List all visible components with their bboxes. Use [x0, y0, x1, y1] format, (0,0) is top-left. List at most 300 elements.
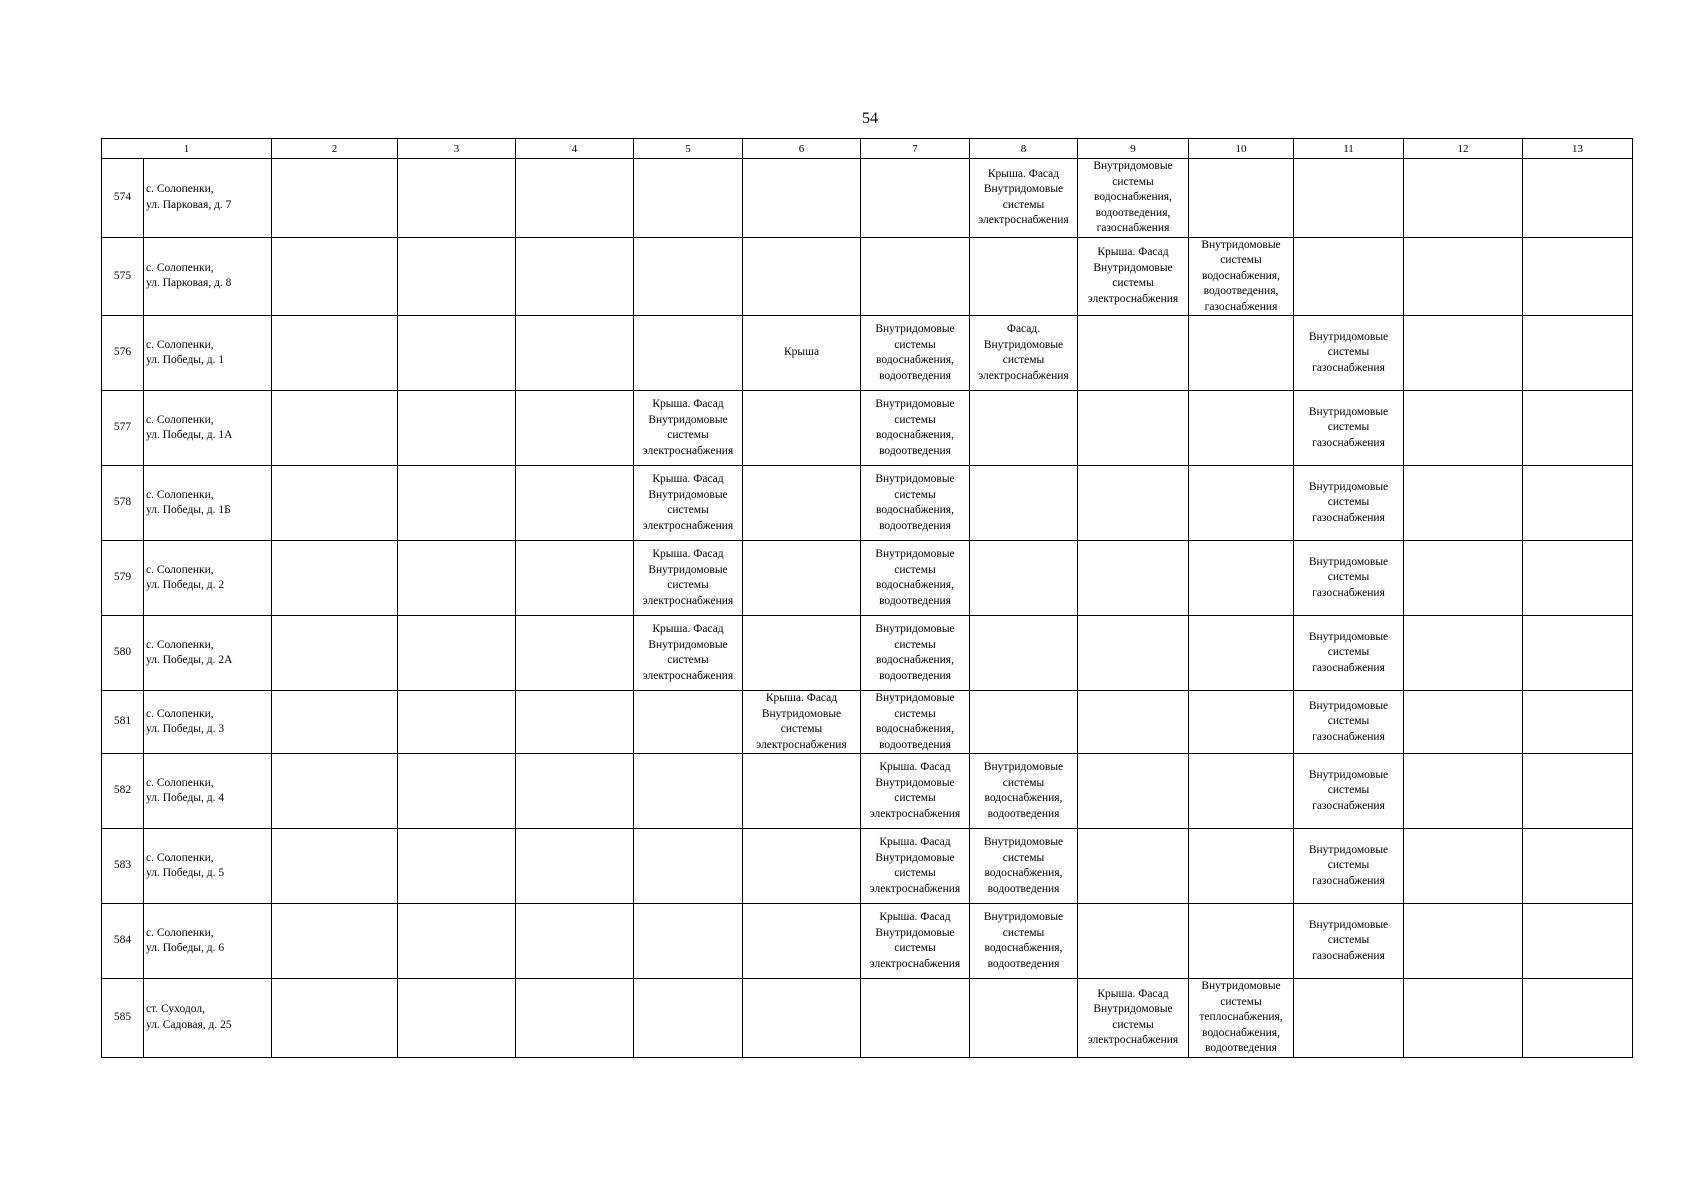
- work-type-line: Внутридомовые: [983, 183, 1064, 196]
- cell-col-7: [861, 391, 970, 466]
- cell-col-10: [1189, 466, 1294, 541]
- work-type-line: системы: [1112, 1018, 1154, 1031]
- row-number: 579: [102, 541, 144, 616]
- cell-col-2: [272, 829, 398, 904]
- cell-col-3: [398, 904, 516, 979]
- cell-col-2: [272, 541, 398, 616]
- cell-col-11: [1294, 979, 1404, 1058]
- work-type-line: электроснабжения: [642, 669, 734, 682]
- cell-col-11: [1294, 541, 1404, 616]
- work-type-line: Крыша. Фасад: [1097, 987, 1169, 1000]
- column-header: 7: [861, 139, 970, 159]
- row-number: 580: [102, 616, 144, 691]
- cell-col-8: [970, 466, 1078, 541]
- work-type-line: газоснабжения: [1312, 586, 1385, 599]
- cell-col-6: [743, 979, 861, 1058]
- cell-col-13: [1523, 466, 1633, 541]
- work-type-line: электроснабжения: [642, 519, 734, 532]
- work-type-line: системы: [1002, 776, 1045, 789]
- cell-col-9: [1078, 541, 1189, 616]
- cell-col-4: [516, 466, 634, 541]
- work-type-line: Внутридомовые: [983, 911, 1064, 923]
- address-cell: [144, 237, 272, 316]
- cell-col-6: [743, 754, 861, 829]
- table-row: [102, 691, 1633, 754]
- address-cell: [144, 616, 272, 691]
- work-type-line: Крыша. Фасад: [879, 836, 951, 848]
- cell-col-8: [970, 541, 1078, 616]
- cell-col-13: [1523, 391, 1633, 466]
- cell-col-7: [861, 159, 970, 238]
- work-type-line: водоснабжения,: [984, 792, 1063, 804]
- address-cell: [144, 541, 272, 616]
- work-type-line: электроснабжения: [642, 444, 734, 457]
- cell-col-13: [1523, 979, 1633, 1058]
- work-type-line: водоснабжения,: [1202, 1026, 1280, 1039]
- work-type-line: системы: [780, 723, 823, 735]
- work-type-line: газоснабжения: [1312, 511, 1385, 524]
- cell-col-11: [1294, 159, 1404, 238]
- work-type-line: водоснабжения,: [876, 723, 954, 735]
- cell-col-2: [272, 391, 398, 466]
- work-type-line: Внутридомовые: [1093, 261, 1173, 274]
- work-type-line: водоотведения: [987, 807, 1060, 820]
- cell-col-4: [516, 691, 634, 754]
- work-type-line: системы: [894, 413, 936, 426]
- cell-col-6: [743, 316, 861, 391]
- work-type-line: системы: [1327, 715, 1370, 728]
- column-header: 12: [1404, 139, 1523, 159]
- cell-col-13: [1523, 237, 1633, 316]
- cell-col-8: [970, 829, 1078, 904]
- table-row: [102, 904, 1633, 979]
- work-type-line: водоотведения: [879, 669, 951, 682]
- work-type-line: Внутридомовые: [648, 563, 728, 576]
- work-type-line: водоснабжения,: [984, 942, 1063, 954]
- column-header: 11: [1294, 139, 1404, 159]
- cell-col-5: [634, 541, 743, 616]
- table-row: [102, 829, 1633, 904]
- cell-col-8: [970, 979, 1078, 1058]
- cell-col-4: [516, 541, 634, 616]
- work-type-line: электроснабжения: [978, 214, 1069, 227]
- address-line: с. Солопенки,: [146, 926, 214, 939]
- work-type-line: системы: [894, 792, 936, 804]
- work-type-line: Внутридомовые: [983, 836, 1064, 848]
- row-number: 574: [102, 159, 144, 238]
- table-row: [102, 979, 1633, 1058]
- work-type-line: водоснабжения,: [876, 504, 954, 516]
- cell-col-13: [1523, 754, 1633, 829]
- table-row: [102, 616, 1633, 691]
- cell-col-3: [398, 237, 516, 316]
- column-header: 4: [516, 139, 634, 159]
- work-type-line: водоснабжения,: [876, 429, 954, 441]
- cell-col-8: [970, 691, 1078, 754]
- row-number: 577: [102, 391, 144, 466]
- cell-col-6: [743, 237, 861, 316]
- work-type-line: Внутридомовые: [875, 548, 955, 560]
- cell-col-8: [970, 616, 1078, 691]
- cell-col-10: [1189, 829, 1294, 904]
- cell-col-9: [1078, 391, 1189, 466]
- cell-col-5: [634, 466, 743, 541]
- cell-col-9: [1078, 691, 1189, 754]
- column-header: 2: [272, 139, 398, 159]
- cell-col-10: [1189, 316, 1294, 391]
- work-type-line: Внутридомовые: [648, 488, 728, 501]
- cell-col-11: [1294, 691, 1404, 754]
- work-type-line: электроснабжения: [642, 594, 734, 607]
- cell-col-8: [970, 237, 1078, 316]
- cell-col-8: [970, 904, 1078, 979]
- address-cell: [144, 829, 272, 904]
- cell-col-3: [398, 159, 516, 238]
- work-type-line: Внутридомовые: [648, 413, 728, 426]
- address-cell: [144, 904, 272, 979]
- cell-col-2: [272, 904, 398, 979]
- cell-col-9: [1078, 616, 1189, 691]
- row-number: 581: [102, 691, 144, 754]
- address-cell: [144, 754, 272, 829]
- column-header: 1: [102, 139, 272, 159]
- cell-col-7: [861, 691, 970, 754]
- cell-col-12: [1404, 159, 1523, 238]
- work-type-line: водоотведения: [879, 444, 951, 457]
- cell-col-3: [398, 829, 516, 904]
- work-type-line: системы: [1002, 198, 1045, 211]
- work-type-line: водоснабжения,: [876, 354, 954, 366]
- work-type-line: системы: [1002, 851, 1045, 864]
- work-type-line: Внутридомовые: [875, 692, 955, 704]
- work-type-line: Внутридомовые: [1308, 480, 1389, 493]
- address-line: ул. Победы, д. 4: [146, 792, 225, 804]
- cell-col-4: [516, 391, 634, 466]
- work-type-line: Внутридомовые: [875, 323, 955, 335]
- cell-col-8: [970, 754, 1078, 829]
- column-header: 9: [1078, 139, 1189, 159]
- cell-col-12: [1404, 616, 1523, 691]
- work-type-line: Крыша. Фасад: [1097, 246, 1169, 259]
- cell-col-5: [634, 829, 743, 904]
- address-line: ст. Суходол,: [146, 1003, 205, 1016]
- cell-col-7: [861, 979, 970, 1058]
- cell-col-2: [272, 159, 398, 238]
- cell-col-7: [861, 541, 970, 616]
- table-row: [102, 754, 1633, 829]
- cell-col-6: [743, 616, 861, 691]
- work-type-line: системы: [1220, 995, 1262, 1008]
- work-type-line: водоотведения: [879, 594, 951, 607]
- column-header: 5: [634, 139, 743, 159]
- cell-col-4: [516, 754, 634, 829]
- cell-col-11: [1294, 391, 1404, 466]
- cell-col-7: [861, 754, 970, 829]
- cell-col-3: [398, 754, 516, 829]
- work-type-line: Крыша: [783, 346, 820, 359]
- row-number: 582: [102, 754, 144, 829]
- address-line: с. Солопенки,: [146, 261, 214, 274]
- work-type-line: системы: [1327, 784, 1370, 797]
- cell-col-6: [743, 691, 861, 754]
- address-line: ул. Парковая, д. 7: [146, 198, 232, 211]
- work-type-line: Крыша. Фасад: [652, 548, 724, 560]
- work-type-line: Внутридомовые: [875, 926, 955, 939]
- page-number: 54: [862, 110, 878, 127]
- cell-col-7: [861, 466, 970, 541]
- cell-col-6: [743, 159, 861, 238]
- work-type-line: системы: [1327, 421, 1370, 434]
- cell-col-4: [516, 159, 634, 238]
- address-line: с. Солопенки,: [146, 338, 214, 351]
- work-type-line: Внутридомовые: [875, 851, 955, 864]
- cell-col-10: [1189, 159, 1294, 238]
- repair-schedule-table: [101, 138, 1633, 1058]
- row-number: 585: [102, 979, 144, 1058]
- work-type-line: Внутридомовые: [1308, 555, 1389, 568]
- column-header: 3: [398, 139, 516, 159]
- table-row: [102, 391, 1633, 466]
- work-type-line: Внутридомовые: [1308, 630, 1389, 643]
- cell-col-10: [1189, 904, 1294, 979]
- work-type-line: системы: [894, 638, 936, 651]
- work-type-line: системы: [667, 579, 709, 591]
- work-type-line: Внутридомовые: [983, 338, 1064, 351]
- cell-col-2: [272, 616, 398, 691]
- cell-col-9: [1078, 904, 1189, 979]
- cell-col-9: [1078, 316, 1189, 391]
- cell-col-2: [272, 754, 398, 829]
- row-number: 578: [102, 466, 144, 541]
- cell-col-5: [634, 616, 743, 691]
- work-type-line: системы: [667, 504, 709, 516]
- work-type-line: Внутридомовые: [875, 473, 955, 485]
- work-type-line: Крыша. Фасад: [987, 167, 1060, 180]
- work-type-line: Внутридомовые: [1308, 768, 1389, 781]
- address-line: с. Солопенки,: [146, 413, 214, 426]
- work-type-line: Внутридомовые: [1093, 1003, 1173, 1016]
- work-type-line: газоснабжения: [1204, 300, 1278, 313]
- cell-col-3: [398, 691, 516, 754]
- row-number: 583: [102, 829, 144, 904]
- work-type-line: Фасад.: [1006, 323, 1041, 335]
- address-line: с. Солопенки,: [146, 851, 214, 864]
- row-number: 575: [102, 237, 144, 316]
- work-type-line: системы: [894, 707, 936, 720]
- cell-col-12: [1404, 237, 1523, 316]
- address-line: с. Солопенки,: [146, 563, 214, 576]
- cell-col-7: [861, 829, 970, 904]
- work-type-line: Крыша. Фасад: [765, 692, 838, 704]
- cell-col-10: [1189, 237, 1294, 316]
- work-type-line: системы: [1112, 175, 1154, 188]
- cell-col-13: [1523, 316, 1633, 391]
- cell-col-13: [1523, 904, 1633, 979]
- cell-col-9: [1078, 829, 1189, 904]
- cell-col-12: [1404, 466, 1523, 541]
- work-type-line: системы: [1327, 646, 1370, 659]
- work-type-line: газоснабжения: [1312, 661, 1385, 674]
- address-line: ул. Победы, д. 6: [146, 942, 225, 954]
- cell-col-11: [1294, 316, 1404, 391]
- cell-col-8: [970, 391, 1078, 466]
- work-type-line: системы: [1327, 859, 1370, 872]
- cell-col-2: [272, 691, 398, 754]
- address-line: с. Солопенки,: [146, 488, 214, 501]
- cell-col-3: [398, 466, 516, 541]
- cell-col-6: [743, 466, 861, 541]
- work-type-line: водоснабжения,: [984, 867, 1063, 879]
- cell-col-12: [1404, 754, 1523, 829]
- work-type-line: системы: [1220, 254, 1262, 266]
- work-type-line: системы: [894, 867, 936, 879]
- cell-col-12: [1404, 316, 1523, 391]
- cell-col-7: [861, 316, 970, 391]
- cell-col-9: [1078, 754, 1189, 829]
- cell-col-5: [634, 316, 743, 391]
- column-number-row: [102, 139, 1633, 159]
- cell-col-5: [634, 237, 743, 316]
- cell-col-5: [634, 391, 743, 466]
- work-type-line: системы: [1327, 934, 1370, 947]
- cell-col-3: [398, 316, 516, 391]
- address-cell: [144, 691, 272, 754]
- work-type-line: Внутридомовые: [1308, 699, 1389, 712]
- work-type-line: системы: [894, 488, 936, 501]
- cell-col-11: [1294, 466, 1404, 541]
- work-type-line: системы: [667, 654, 709, 666]
- row-number: 584: [102, 904, 144, 979]
- table-row: [102, 466, 1633, 541]
- cell-col-8: [970, 159, 1078, 238]
- cell-col-3: [398, 979, 516, 1058]
- work-type-line: Крыша. Фасад: [652, 473, 724, 485]
- address-line: ул. Садовая, д. 25: [146, 1018, 232, 1031]
- cell-col-2: [272, 466, 398, 541]
- cell-col-5: [634, 904, 743, 979]
- column-header: 13: [1523, 139, 1633, 159]
- work-type-line: системы: [894, 942, 936, 954]
- work-type-line: газоснабжения: [1312, 730, 1385, 743]
- work-type-line: системы: [1002, 354, 1045, 366]
- cell-col-2: [272, 237, 398, 316]
- cell-col-4: [516, 904, 634, 979]
- table-row: [102, 237, 1633, 316]
- work-type-line: Внутридомовые: [1093, 160, 1173, 172]
- work-type-line: водоснабжения,: [876, 654, 954, 666]
- work-type-line: системы: [1327, 571, 1370, 584]
- address-line: ул. Парковая, д. 8: [146, 277, 232, 290]
- cell-col-5: [634, 691, 743, 754]
- cell-col-12: [1404, 391, 1523, 466]
- cell-col-2: [272, 316, 398, 391]
- cell-col-11: [1294, 754, 1404, 829]
- work-type-line: Внутридомовые: [875, 398, 955, 410]
- work-type-line: водоотведения: [879, 369, 951, 382]
- cell-col-8: [970, 316, 1078, 391]
- cell-col-10: [1189, 616, 1294, 691]
- work-type-line: Внутридомовые: [983, 761, 1064, 773]
- work-type-line: электроснабжения: [1087, 292, 1179, 305]
- address-cell: [144, 316, 272, 391]
- cell-col-5: [634, 754, 743, 829]
- cell-col-9: [1078, 979, 1189, 1058]
- work-type-line: системы: [1112, 277, 1154, 290]
- row-number: 576: [102, 316, 144, 391]
- work-type-line: Крыша. Фасад: [879, 911, 951, 923]
- work-type-line: Внутридомовые: [875, 623, 955, 635]
- work-type-line: Внутридомовые: [761, 707, 842, 720]
- work-type-line: электроснабжения: [1087, 1034, 1179, 1047]
- cell-col-13: [1523, 616, 1633, 691]
- work-type-line: Внутридомовые: [1308, 918, 1389, 931]
- work-type-line: системы: [667, 429, 709, 441]
- work-type-line: водоотведения,: [1095, 206, 1171, 219]
- work-type-line: водоотведения: [987, 882, 1060, 895]
- work-type-line: водоснабжения,: [1202, 269, 1280, 282]
- cell-col-11: [1294, 616, 1404, 691]
- table-row: [102, 541, 1633, 616]
- cell-col-11: [1294, 829, 1404, 904]
- address-line: ул. Победы, д. 1: [146, 354, 225, 366]
- work-type-line: системы: [1327, 496, 1370, 509]
- work-type-line: электроснабжения: [978, 369, 1069, 382]
- cell-col-10: [1189, 391, 1294, 466]
- cell-col-6: [743, 541, 861, 616]
- work-type-line: Крыша. Фасад: [652, 398, 724, 410]
- address-cell: [144, 159, 272, 238]
- cell-col-10: [1189, 541, 1294, 616]
- work-type-line: водоотведения: [879, 738, 951, 751]
- work-type-line: водоснабжения,: [1094, 191, 1172, 203]
- address-line: ул. Победы, д. 1Б: [146, 504, 231, 516]
- cell-col-12: [1404, 904, 1523, 979]
- cell-col-6: [743, 391, 861, 466]
- cell-col-13: [1523, 159, 1633, 238]
- cell-col-5: [634, 979, 743, 1058]
- cell-col-7: [861, 616, 970, 691]
- work-type-line: газоснабжения: [1096, 222, 1170, 234]
- cell-col-7: [861, 904, 970, 979]
- table-row: [102, 316, 1633, 391]
- address-cell: [144, 979, 272, 1058]
- cell-col-9: [1078, 237, 1189, 316]
- address-line: ул. Победы, д. 2: [146, 579, 225, 591]
- cell-col-4: [516, 316, 634, 391]
- work-type-line: системы: [1327, 346, 1370, 359]
- cell-col-13: [1523, 691, 1633, 754]
- cell-col-6: [743, 904, 861, 979]
- work-type-line: Внутридомовые: [1201, 980, 1281, 992]
- work-type-line: Внутридомовые: [648, 638, 728, 651]
- work-type-line: теплоснабжения,: [1199, 1011, 1283, 1023]
- cell-col-6: [743, 829, 861, 904]
- cell-col-7: [861, 237, 970, 316]
- work-type-line: системы: [1002, 926, 1045, 939]
- cell-col-10: [1189, 691, 1294, 754]
- address-line: ул. Победы, д. 1А: [146, 429, 233, 441]
- cell-col-11: [1294, 904, 1404, 979]
- work-type-line: системы: [894, 338, 936, 351]
- work-type-line: Внутридомовые: [1308, 843, 1389, 856]
- work-type-line: водоснабжения,: [876, 579, 954, 591]
- work-type-line: Внутридомовые: [1201, 238, 1281, 251]
- cell-col-3: [398, 541, 516, 616]
- work-type-line: водоотведения: [987, 957, 1060, 970]
- address-line: с. Солопенки,: [146, 776, 214, 789]
- cell-col-10: [1189, 754, 1294, 829]
- work-type-line: Внутридомовые: [1308, 405, 1389, 418]
